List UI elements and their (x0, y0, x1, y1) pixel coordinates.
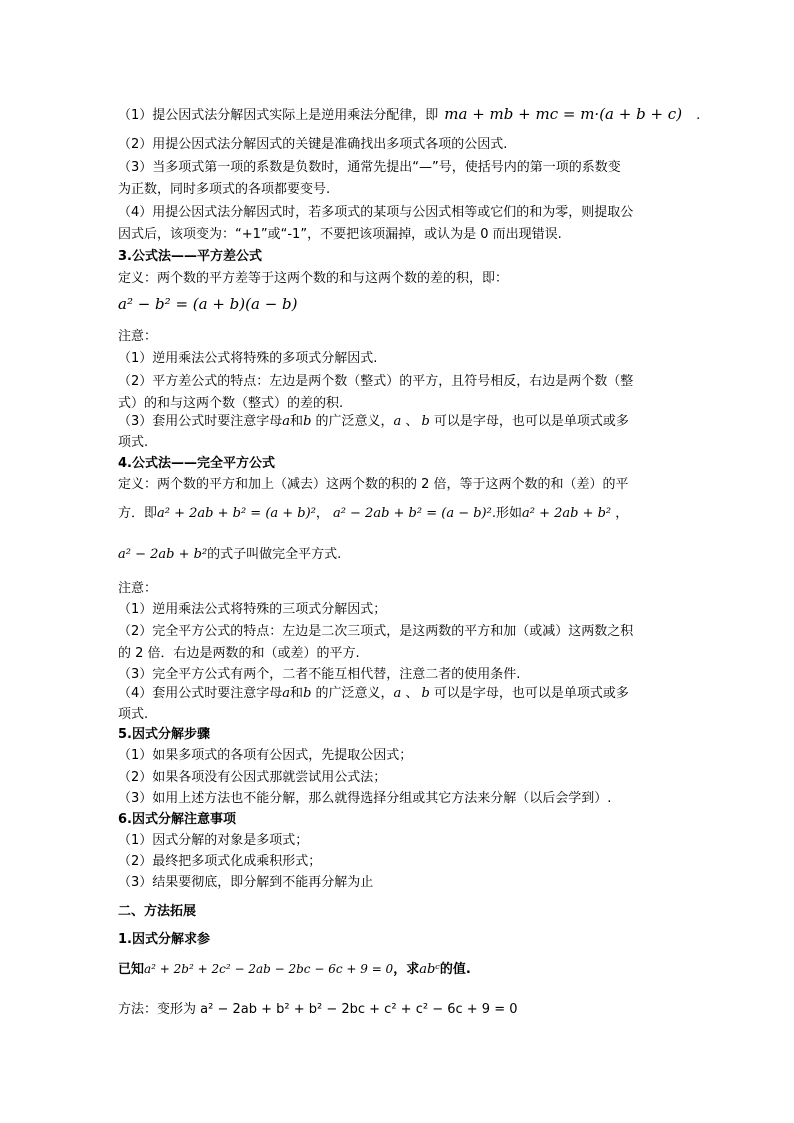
note-4-line1: （4）用提公因式法分解因式时，若多项式的某项与公因式相等或它们的和为零，则提取公 (118, 205, 634, 220)
note-text: 的广泛意义， (311, 686, 394, 701)
section-5-step-1: （1）如果多项式的各项有公因式，先提取公因式； (118, 748, 413, 763)
section-3-note-3-line1 (118, 413, 629, 431)
difference-of-squares-formula: a² − b² = (a + b)(a − b) (118, 295, 298, 313)
section-5-heading: 5.因式分解步骤 (118, 727, 210, 742)
period: . (696, 108, 701, 123)
section-3-definition: 定义：两个数的平方差等于这两个数的和与这两个数的差的积，即： (118, 271, 509, 286)
note-text: 可以是字母，也可以是单项式或多 (429, 414, 629, 429)
comma: ， (611, 506, 629, 521)
part-2-heading: 二、方法拓展 (118, 904, 197, 919)
section-6-heading: 6.因式分解注意事项 (118, 812, 236, 827)
separator: 、 (401, 686, 419, 701)
letter-b: b (421, 686, 430, 701)
form-expression-2: a² − 2ab + b² (118, 547, 208, 562)
section-4-definition-line1: 定义：两个数的平方和加上（减去）这两个数的积的 2 倍，等于这两个数的和（差）的平 (118, 477, 629, 492)
section-4-note-3: （3）完全平方公式有两个，二者不能互相代替，注意二者的使用条件. (118, 667, 521, 682)
note-text: 方．即 (118, 506, 158, 521)
letter-b: b (303, 414, 312, 429)
note-4-line2: 因式后，该项变为：“+1”或“-1”，不要把该项漏掉，或认为是 0 而出现错误. (118, 227, 562, 242)
perfect-square-formula-1: a² + 2ab + b² = (a + b)² (157, 506, 316, 521)
letter-a: a (282, 686, 291, 701)
and-text: 和 (290, 686, 304, 701)
section-4-note-label: 注意： (118, 581, 158, 596)
note-3-line1: （3）当多项式第一项的系数是负数时，通常先提出“—”号，使括号内的第一项的系数变 (118, 160, 621, 175)
section-4-note-1: （1）逆用乘法公式将特殊的三项式分解因式； (118, 602, 387, 617)
perfect-square-formula-2: a² − 2ab + b² = (a − b)² (332, 506, 492, 521)
section-3-note-3-line2: 项式. (118, 435, 149, 450)
section-5-step-2: （2）如果各项没有公因式那就尝试用公式法； (118, 770, 387, 785)
section-6-item-3: （3）结果要彻底，即分解到不能再分解为止 (118, 875, 374, 890)
separator: 、 (401, 414, 419, 429)
problem-text: 的值. (439, 962, 471, 977)
section-4-note-2-line2: 的 2 倍．右边是两数的和（或差）的平方. (118, 646, 360, 661)
distributive-formula: ma + mb + mc = m·(a + b + c) (444, 105, 683, 123)
note-text: .形如 (491, 506, 522, 521)
problem-text: ，求 (393, 962, 420, 977)
section-4-definition-line2 (118, 505, 628, 523)
comma: ， (315, 506, 329, 521)
section-4-note-4-line1 (118, 685, 629, 703)
letter-b: b (303, 686, 312, 701)
problem-text: 已知 (118, 962, 145, 977)
extension-1-heading: 1.因式分解求参 (118, 932, 210, 947)
note-1-line (118, 105, 700, 125)
note-text: （3）套用公式时要注意字母 (118, 414, 283, 429)
note-text: （4）套用公式时要注意字母 (118, 686, 283, 701)
form-expression-1: a² + 2ab + b² (521, 506, 612, 521)
section-4-note-2-line1: （2）完全平方公式的特点：左边是二次三项式，是这两数的平方和加（或减）这两数之积 (118, 624, 634, 639)
note-2: （2）用提公因式法分解因式的关键是准确找出多项式各项的公因式. (118, 137, 508, 152)
section-4-form-line (118, 546, 341, 564)
section-3-note-2-line2: 式）的和与这两个数（整式）的差的积. (118, 396, 344, 411)
letter-a: a (282, 414, 291, 429)
section-6-item-2: （2）最终把多项式化成乘积形式； (118, 854, 322, 869)
note-text: 可以是字母，也可以是单项式或多 (429, 686, 629, 701)
letter-a: a (393, 686, 402, 701)
note-text: 的广泛意义， (311, 414, 394, 429)
note-text: 的式子叫做完全平方式. (207, 547, 342, 562)
section-4-note-4-line2: 项式. (118, 707, 149, 722)
section-3-note-label: 注意： (118, 329, 158, 344)
target-expression: abᶜ (419, 962, 440, 977)
and-text: 和 (290, 414, 304, 429)
section-3-note-1: （1）逆用乘法公式将特殊的多项式分解因式. (118, 351, 378, 366)
section-4-heading: 4.公式法——完全平方公式 (118, 456, 275, 471)
section-3-heading: 3.公式法——平方差公式 (118, 249, 262, 264)
note-3-line2: 为正数，同时多项式的各项都要变号. (118, 182, 331, 197)
letter-b: b (421, 414, 430, 429)
letter-a: a (393, 414, 402, 429)
problem-statement (118, 960, 471, 979)
method-line: 方法：变形为 a² − 2ab + b² + b² − 2bc + c² + c² − 6c + 9 = 0 (118, 1002, 518, 1017)
section-5-step-3: （3）如用上述方法也不能分解，那么就得选择分组或其它方法来分解（以后会学到）. (118, 791, 612, 806)
section-3-note-2-line1: （2）平方差公式的特点：左边是两个数（整式）的平方，且符号相反，右边是两个数（整 (118, 374, 634, 389)
given-equation: a² + 2b² + 2c² − 2ab − 2bc − 6c + 9 = 0 (144, 962, 394, 976)
section-6-item-1: （1）因式分解的对象是多项式； (118, 833, 309, 848)
note-1-text: （1）提公因式法分解因式实际上是逆用乘法分配律，即 (118, 108, 439, 123)
